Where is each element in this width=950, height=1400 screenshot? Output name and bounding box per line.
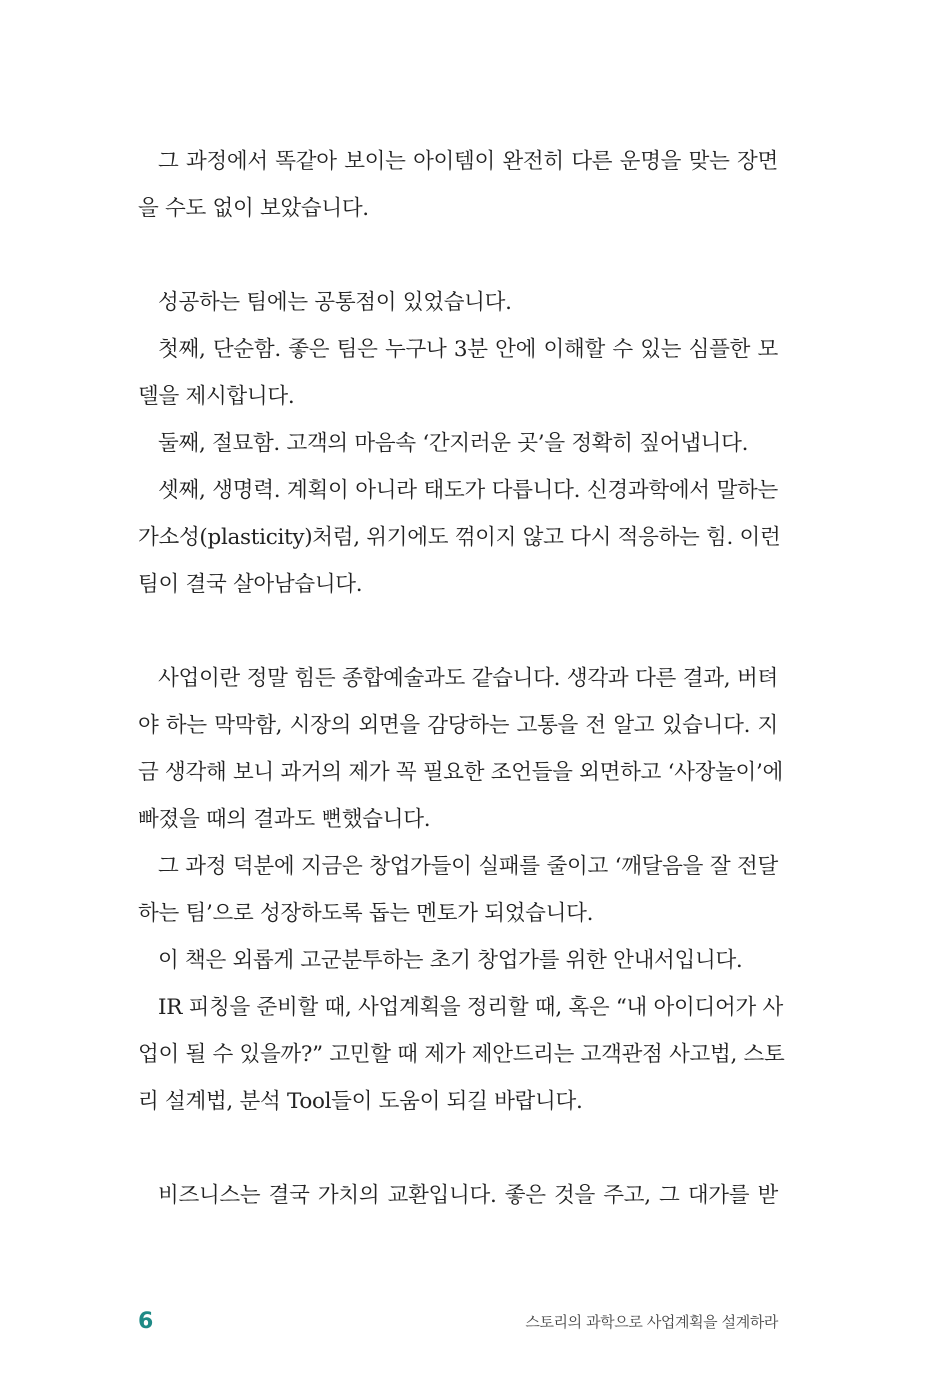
page-number: 6 <box>138 1309 154 1334</box>
paragraph-gap <box>138 608 778 655</box>
paragraph-5-line-2: 가소성(plasticity)처럼, 위기에도 꺾이지 않고 다시 적응하는 힘. 이런 <box>138 525 781 550</box>
paragraph-6-line-3: 금 생각해 보니 과거의 제가 꼭 필요한 조언들을 외면하고 ‘사장놀이’에 <box>138 760 784 785</box>
paragraph-4-line-1: 둘째, 절묘함. 고객의 마음속 ‘간지러운 곳’을 정확히 짚어냅니다. <box>158 431 749 456</box>
paragraph-9-line-1: IR 피칭을 준비할 때, 사업계획을 정리할 때, 혹은 “내 아이디어가 사 <box>158 995 783 1020</box>
paragraph-9-line-2: 업이 될 수 있을까?” 고민할 때 제가 제안드리는 고객관점 사고법, 스토 <box>138 1042 785 1067</box>
paragraph-1-line-2: 을 수도 없이 보았습니다. <box>138 196 369 221</box>
paragraph-7-line-1: 그 과정 덕분에 지금은 창업가들이 실패를 줄이고 ‘깨달음을 잘 전달 <box>158 854 778 879</box>
page-body <box>138 138 785 1219</box>
paragraph-6-line-1: 사업이란 정말 힘든 종합예술과도 같습니다. 생각과 다른 결과, 버텨 <box>158 666 778 691</box>
paragraph-9-line-3: 리 설계법, 분석 Tool들이 도움이 되길 바랍니다. <box>138 1089 583 1114</box>
paragraph-6-line-4: 빠졌을 때의 결과도 뻔했습니다. <box>138 807 431 832</box>
paragraph-3-line-2: 델을 제시합니다. <box>138 384 295 409</box>
paragraph-2-line-1: 성공하는 팀에는 공통점이 있었습니다. <box>158 290 512 315</box>
paragraph-10-line-1: 비즈니스는 결국 가치의 교환입니다. 좋은 것을 주고, 그 대가를 받 <box>158 1183 778 1208</box>
paragraph-gap <box>138 232 778 279</box>
paragraph-8-line-1: 이 책은 외롭게 고군분투하는 초기 창업가를 위한 안내서입니다. <box>158 948 743 973</box>
paragraph-3-line-1: 첫째, 단순함. 좋은 팀은 누구나 3분 안에 이해할 수 있는 심플한 모 <box>158 337 778 362</box>
running-title: 스토리의 과학으로 사업계획을 설계하라 <box>525 1313 778 1331</box>
paragraph-5-line-1: 셋째, 생명력. 계획이 아니라 태도가 다릅니다. 신경과학에서 말하는 <box>158 478 778 503</box>
paragraph-7-line-2: 하는 팀’으로 성장하도록 돕는 멘토가 되었습니다. <box>138 901 594 926</box>
page-footer <box>138 1305 778 1339</box>
paragraph-5-line-3: 팀이 결국 살아남습니다. <box>138 572 363 597</box>
paragraph-1-line-1: 그 과정에서 똑같아 보이는 아이템이 완전히 다른 운명을 맞는 장면 <box>158 149 778 174</box>
paragraph-6-line-2: 야 하는 막막함, 시장의 외면을 감당하는 고통을 전 알고 있습니다. 지 <box>138 713 778 738</box>
paragraph-gap <box>138 1125 778 1172</box>
